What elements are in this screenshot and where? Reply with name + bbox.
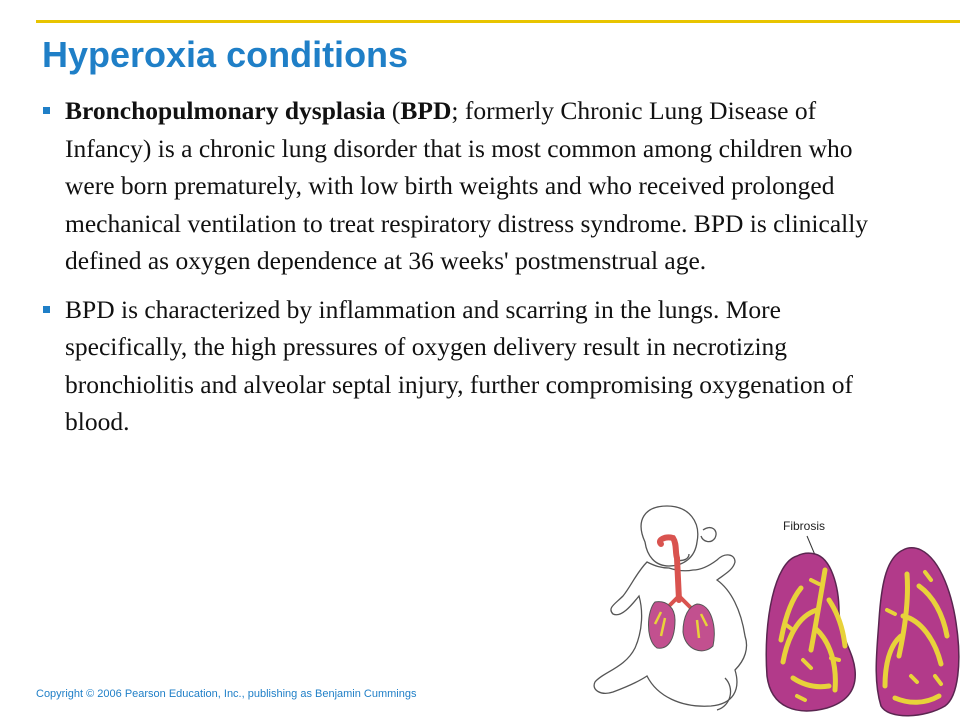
bullet-paren-open: ( [385, 96, 401, 125]
bullet-list [40, 92, 890, 441]
fibrotic-lung-left [766, 553, 855, 711]
copyright-footer: Copyright © 2006 Pearson Education, Inc., publishing as Benjamin Cummings [36, 688, 417, 700]
bullet-term: Bronchopulmonary dysplasia [65, 96, 386, 125]
bpd-lung-illustration [585, 500, 960, 720]
bullet-marker [43, 107, 50, 114]
slide-title: Hyperoxia conditions [42, 34, 409, 75]
bullet-marker [43, 306, 50, 313]
bullet-item-bpd-definition [40, 92, 890, 280]
top-accent-rule [36, 20, 960, 23]
bullet-text: BPD is characterized by inflammation and scarring in the lungs. More specifically, the high pressures of oxygen delivery result in necrotizing bronchiolitis and alveolar septal injury, further compromising oxygenation of blood. [65, 294, 853, 436]
bullet-text: ; formerly Chronic Lung Disease of Infancy) is a chronic lung disorder that is most common among children who were born prematurely, with low birth weights and who received prolonged mechanical ventilation to treat respiratory distress syndrome. BPD is clinically defined as oxygen dependence at 36 weeks' postmenstrual age. [65, 96, 869, 275]
bullet-item-bpd-characteristics [40, 291, 890, 441]
figure-label-fibrosis: Fibrosis [783, 519, 826, 533]
bullet-abbreviation: BPD [400, 96, 452, 125]
fibrotic-lung-right [876, 548, 959, 716]
